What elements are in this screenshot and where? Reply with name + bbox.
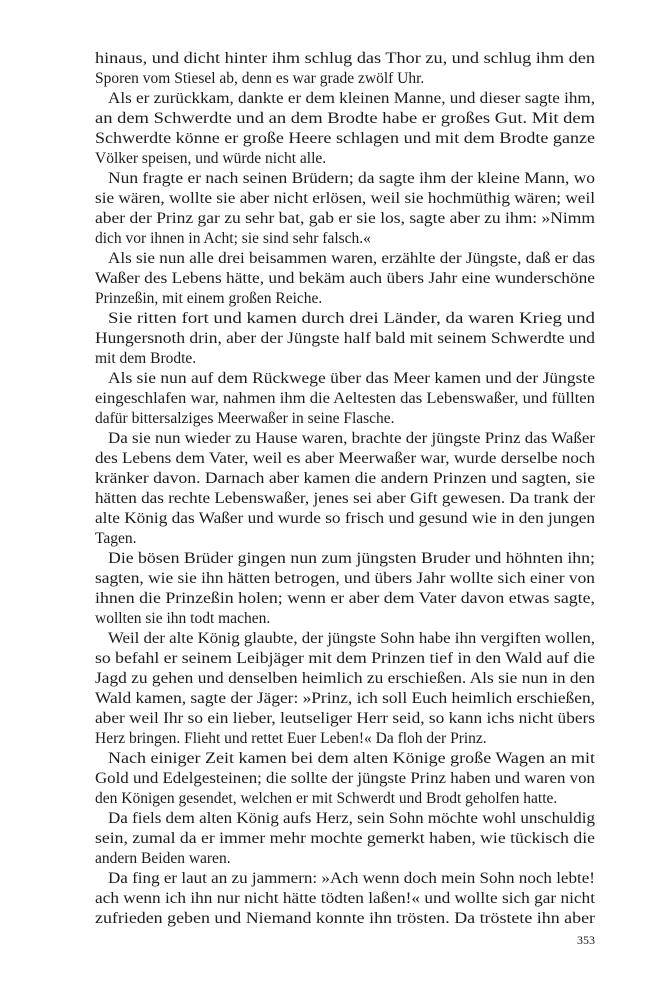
text-line-content: dafür bittersalziges Meerwaßer in seine Flasche. (95, 410, 395, 427)
text-line-content: ihnen die Prinzeßin holen; wenn er aber dem Vater davon etwas sagte, (95, 590, 595, 607)
text-line (95, 589, 595, 609)
text-line-content: hinaus, und dicht hinter ihm schlug das Thor zu, und schlug ihm den (95, 50, 595, 67)
text-line (95, 129, 595, 149)
text-line-content: dich vor ihnen in Acht; sie sind sehr falsch.« (95, 230, 371, 247)
text-line (95, 709, 595, 729)
text-line (95, 869, 595, 889)
text-line-content: Als er zurückkam, dankte er dem kleinen Manne, und dieser sagte ihm, (108, 90, 595, 107)
paragraph (95, 249, 595, 309)
paragraph (95, 809, 595, 869)
paragraph (95, 309, 595, 369)
text-line (95, 429, 595, 449)
text-line-content: Weil der alte König glaubte, der jüngste Sohn habe ihn vergiften wollen, (108, 630, 595, 647)
text-line (95, 269, 595, 289)
text-line-content: sagten, wie sie ihn hätten betrogen, und übers Jahr wollte sich einer von (95, 570, 595, 587)
text-line (95, 569, 595, 589)
text-line-content: Prinzeßin, mit einem großen Reiche. (95, 290, 323, 307)
text-line (95, 729, 595, 749)
text-line (95, 469, 595, 489)
text-line-content: Herz bringen. Flieht und rettet Euer Leben!« Da floh der Prinz. (95, 730, 487, 747)
text-line (95, 769, 595, 789)
text-line-content: Als sie nun alle drei beisammen waren, erzählte der Jüngste, daß er das (108, 250, 595, 267)
text-line-content: Nach einiger Zeit kamen bei dem alten Könige große Wagen an mit (108, 750, 595, 767)
text-line (95, 89, 595, 109)
text-line-content: Sie ritten fort und kamen durch drei Länder, da waren Krieg und (108, 310, 595, 327)
text-line (95, 169, 595, 189)
text-line-content: Hungersnoth drin, aber der Jüngste half bald mit seinem Schwerdte und (95, 330, 595, 347)
text-line (95, 349, 595, 369)
paragraph (95, 169, 595, 249)
paragraph (95, 869, 595, 929)
text-line (95, 369, 595, 389)
text-line-content: zufrieden geben und Niemand konnte ihn trösten. Da tröstete ihn aber (95, 910, 595, 927)
text-line-content: Die bösen Brüder gingen nun zum jüngsten Bruder und höhnten ihn; (108, 550, 595, 567)
text-line-content: Völker speisen, und würde nicht alle. (95, 150, 327, 167)
text-line (95, 549, 595, 569)
text-line (95, 309, 595, 329)
text-line-content: Gold und Edelgesteinen; die sollte der jüngste Prinz haben und waren von (95, 770, 595, 787)
text-block (95, 49, 595, 929)
text-line (95, 289, 595, 309)
text-line-content: andern Beiden waren. (95, 850, 231, 867)
text-line (95, 329, 595, 349)
text-line (95, 109, 595, 129)
text-line (95, 389, 595, 409)
text-line-content: Waßer des Lebens hätte, und bekäm auch übers Jahr eine wunderschöne (95, 270, 595, 287)
text-line-content: kränker davon. Darnach aber kamen die andern Prinzen und sagten, sie (95, 470, 595, 487)
text-line-content: Tagen. (95, 530, 137, 547)
text-line-content: Nun fragte er nach seinen Brüdern; da sagte ihm der kleine Mann, wo (108, 170, 595, 187)
text-line (95, 649, 595, 669)
text-line (95, 529, 595, 549)
text-line-content: Da sie nun wieder zu Hause waren, brachte der jüngste Prinz das Waßer (108, 430, 595, 447)
text-line-content: des Lebens dem Vater, weil es aber Meerwaßer war, wurde derselbe noch (95, 450, 595, 467)
text-line-content: ach wenn ich ihn nur nicht hätte tödten laßen!« und wollte sich gar nicht (95, 890, 595, 907)
text-line-content: den Königen gesendet, welchen er mit Schwerdt und Brodt geholfen hatte. (95, 790, 558, 807)
text-line (95, 829, 595, 849)
text-line-content: wollten sie ihn todt machen. (95, 610, 271, 627)
text-line (95, 749, 595, 769)
text-line (95, 189, 595, 209)
text-line (95, 629, 595, 649)
text-line (95, 229, 595, 249)
text-line-content: aber der Prinz gar zu sehr bat, gab er sie los, sagte aber zu ihm: »Nimm (95, 210, 595, 227)
text-line (95, 49, 595, 69)
text-line (95, 809, 595, 829)
text-line-content: Sporen vom Stiesel ab, denn es war grade zwölf Uhr. (95, 70, 425, 87)
paragraph (95, 89, 595, 169)
text-line-content: sein, zumal da er immer mehr mochte gemerkt haben, wie tückisch die (95, 830, 595, 847)
text-line-content: Da fiels dem alten König aufs Herz, sein Sohn möchte wohl unschuldig (108, 810, 595, 827)
text-line (95, 889, 595, 909)
text-line-content: Schwerdte könne er große Heere schlagen und mit dem Brodte ganze (95, 130, 595, 147)
text-line-content: Wald kamen, sagte der Jäger: »Prinz, ich soll Euch heimlich erschießen, (95, 690, 595, 707)
text-line-content: aber weil Ihr so ein lieber, leutseliger Herr seid, so kann ichs nicht übers (95, 710, 595, 727)
text-line (95, 689, 595, 709)
page-number: 353 (577, 933, 595, 947)
text-line-content: sie wären, wollte sie aber nicht erlösen, weil sie hochmüthig wären; weil (95, 190, 595, 207)
text-line (95, 409, 595, 429)
paragraph (95, 749, 595, 809)
text-line-content: eingeschlafen war, nahmen ihm die Aeltesten das Lebenswaßer, und füllten (95, 390, 595, 407)
text-line-content: alte König das Waßer und wurde so frisch und gesund wie in den jungen (95, 510, 595, 527)
text-line-content: Da fing er laut an zu jammern: »Ach wenn doch mein Sohn noch lebte! (108, 870, 595, 887)
text-line (95, 609, 595, 629)
text-line-content: so befahl er seinem Leibjäger mit dem Prinzen tief in den Wald auf die (95, 650, 595, 667)
text-line (95, 909, 595, 929)
text-line-content: an dem Schwerdte und an dem Brodte habe er großes Gut. Mit dem (95, 110, 595, 127)
text-line (95, 449, 595, 469)
text-line (95, 669, 595, 689)
text-line (95, 789, 595, 809)
paragraph (95, 549, 595, 629)
text-line (95, 489, 595, 509)
paragraph (95, 629, 595, 749)
text-line (95, 849, 595, 869)
text-line-content: hätten das rechte Lebenswaßer, jenes sei aber Gift gewesen. Da trank der (95, 490, 595, 507)
text-line (95, 209, 595, 229)
paragraph (95, 369, 595, 429)
text-line (95, 509, 595, 529)
text-line (95, 249, 595, 269)
text-line-content: mit dem Brodte. (95, 350, 197, 367)
text-line-content: Jagd zu gehen und denselben heimlich zu erschießen. Als sie nun in den (95, 670, 595, 687)
text-line (95, 69, 595, 89)
text-line (95, 149, 595, 169)
text-line-content: Als sie nun auf dem Rückwege über das Meer kamen und der Jüngste (108, 370, 595, 387)
paragraph (95, 429, 595, 549)
paragraph (95, 49, 595, 89)
